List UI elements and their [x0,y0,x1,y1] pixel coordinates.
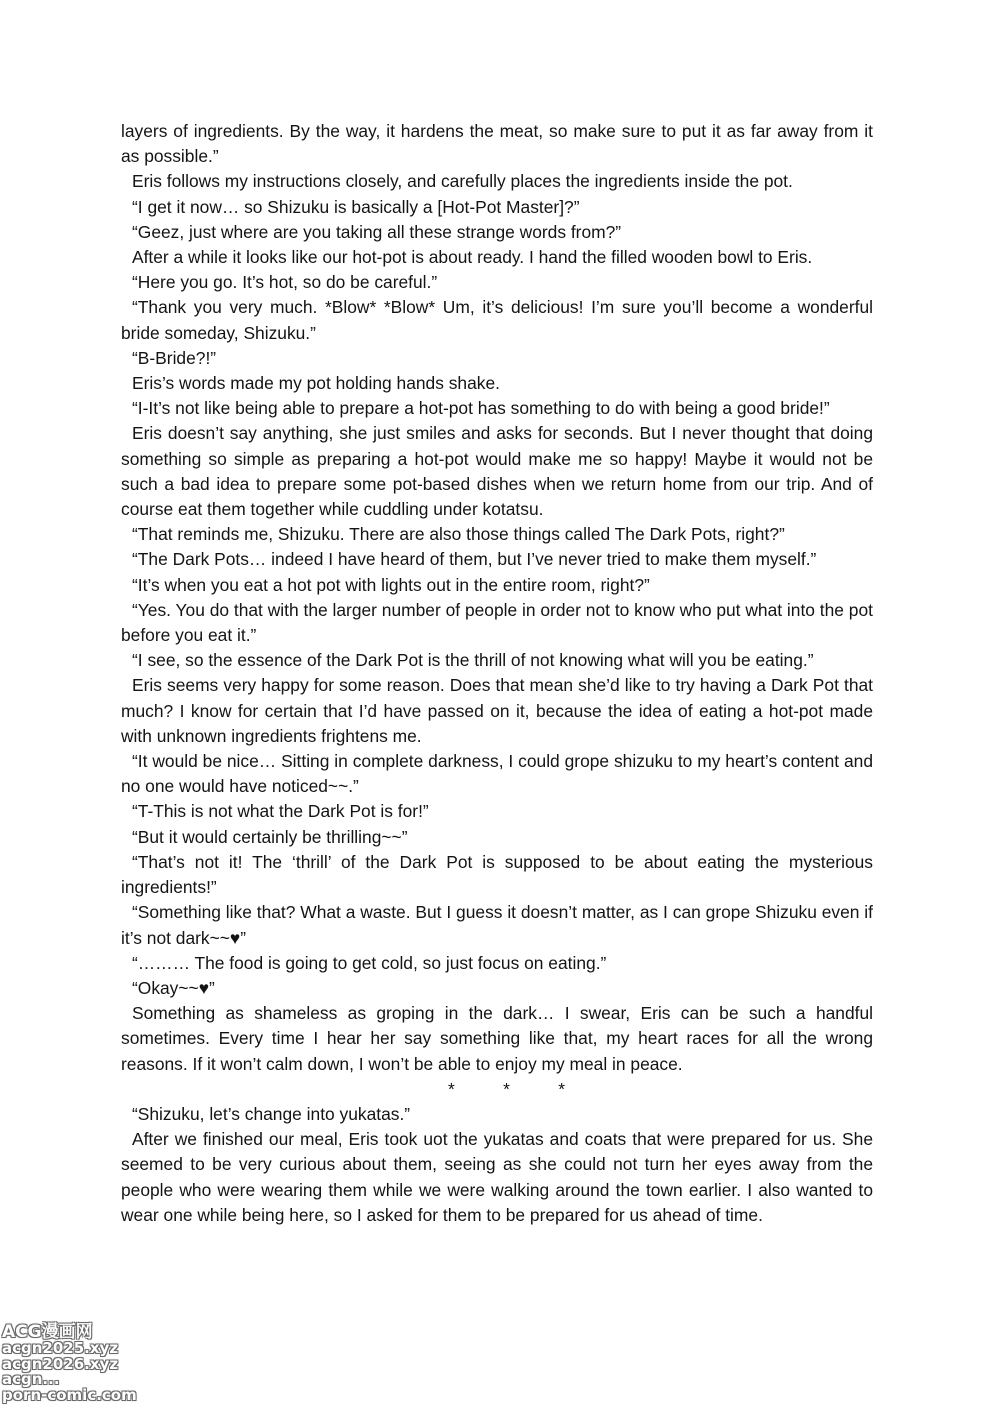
paragraph: “I see, so the essence of the Dark Pot is the thrill of not knowing what will you be eating.” [132,650,814,671]
paragraph: “That’s not it! The ‘thrill’ of the Dark Pot is supposed to be about eating the mysterious ingredients!” [121,851,873,898]
watermark [2,1322,137,1404]
paragraph: Eris’s words made my pot holding hands shake. [132,373,500,394]
paragraph: “Yes. You do that with the larger number of people in order not to know who put what into the pot before you eat it.” [121,599,873,646]
paragraph: “But it would certainly be thrilling~~” [132,826,408,847]
watermark-line: acgn2025.xyz [2,1339,119,1357]
paragraph: “Here you go. It’s hot, so do be careful.” [132,272,438,293]
paragraph: “……… The food is going to get cold, so just focus on eating.” [132,952,607,973]
paragraph: Something as shameless as groping in the dark… I swear, Eris can be such a handful sometimes. Every time I hear her say something like that, my heart races for all the wrong reasons. If it won’t calm down, I won’t be able to enjoy my meal in peace. [121,1003,873,1074]
paragraph: “I-It’s not like being able to prepare a hot-pot has something to do with being a good bride!” [132,398,830,419]
paragraph: “That reminds me, Shizuku. There are also those things called The Dark Pots, right?” [132,524,785,545]
paragraph: “T-This is not what the Dark Pot is for!” [132,801,429,822]
paragraph: “I get it now… so Shizuku is basically a [Hot-Pot Master]?” [132,196,580,217]
paragraph: Eris seems very happy for some reason. Does that mean she’d like to try having a Dark Pot that much? I know for certain that I’d have passed on it, because the idea of eating a hot-pot made with unknown ingredients frightens me. [121,675,873,746]
paragraph: layers of ingredients. By the way, it hardens the meat, so make sure to put it as far away from it as possible.” [121,121,873,167]
document-page [121,119,873,1228]
watermark-line: acgn2026.xyz [2,1354,119,1373]
paragraph: “Thank you very much. *Blow* *Blow* Um, it’s delicious! I’m sure you’ll become a wonderful bride someday, Shizuku.” [121,297,873,343]
watermark-line: ACG漫画网 [2,1322,93,1342]
paragraph: After we finished our meal, Eris took uot the yukatas and coats that were prepared for us. She seemed to be very curious about them, seeing as she could not turn her eyes away from the people who were wearing them while we were walking around the town earlier. I also wanted to wear one while being here, so I asked for them to be prepared for us ahead of time. [121,1129,873,1225]
paragraph: “B-Bride?!” [132,347,217,368]
paragraph: After a while it looks like our hot-pot is about ready. I hand the filled wooden bowl to Eris. [132,247,813,268]
paragraph: “Shizuku, let’s change into yukatas.” [132,1103,411,1124]
paragraph: “The Dark Pots… indeed I have heard of them, but I’ve never tried to make them myself.” [132,549,817,570]
paragraph: “It’s when you eat a hot pot with lights out in the entire room, right?” [132,574,650,595]
paragraph: “Geez, just where are you taking all these strange words from?” [132,221,622,242]
paragraph: Eris follows my instructions closely, and carefully places the ingredients inside the pot. [132,171,793,192]
watermark-line: porn-comic.com [2,1385,137,1404]
section-separator: * * * [448,1078,565,1099]
watermark-line: acgn... [2,1370,60,1388]
paragraph: “Okay~~♥” [132,977,215,998]
paragraph: “It would be nice… Sitting in complete darkness, I could grope shizuku to my heart’s content and no one would have noticed~~.” [121,751,873,797]
paragraph: Eris doesn’t say anything, she just smiles and asks for seconds. But I never thought that doing something so simple as preparing a hot-pot would make me so happy! Maybe it would not be such a bad idea to prepare some pot-based dishes when we return home from our trip. And of course eat them together while cuddling under kotatsu. [121,423,873,520]
paragraph: “Something like that? What a waste. But I guess it doesn’t matter, as I can grope Shizuku even if it’s not dark~~♥” [121,902,873,948]
